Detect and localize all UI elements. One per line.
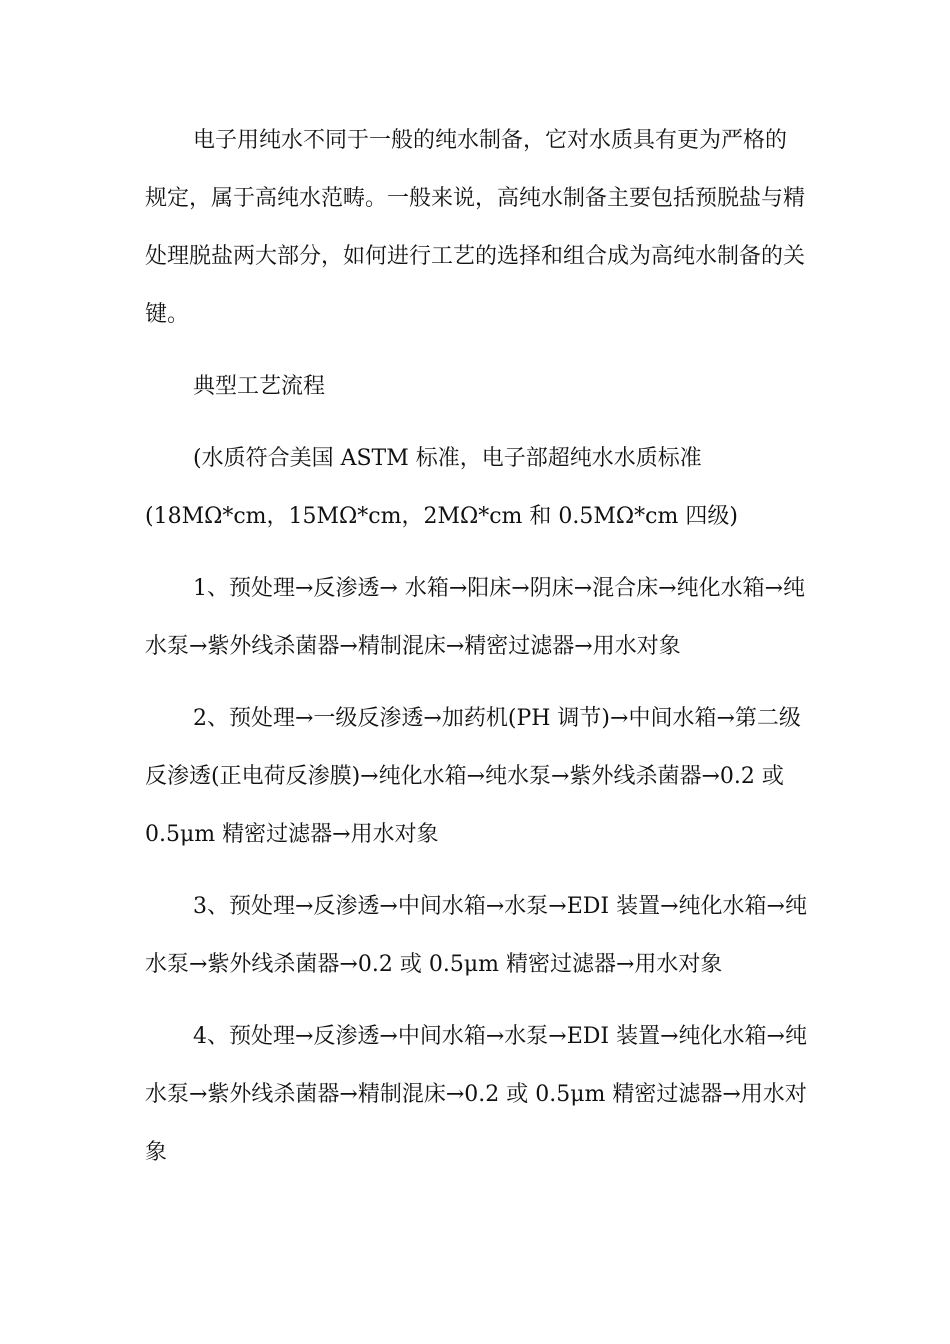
standard-line-1: (水质符合美国 ASTM 标准，电子部超纯水水质标准 <box>193 446 702 471</box>
process-item-3: 3、预处理→反渗透→中间水箱→水泵→EDI 装置→纯化水箱→纯水泵→紫外线杀菌器→0.2 或 0.5μm 精密过滤器→用水对象 <box>145 894 807 977</box>
paragraph-gap <box>145 416 807 430</box>
intro-paragraph: 电子用纯水不同于一般的纯水制备，它对水质具有更为严格的规定，属于高纯水范畴。一般来说，高纯水制备主要包括预脱盐与精处理脱盐两大部分，如何进行工艺的选择和组合成为高纯水制备的关键。 <box>145 128 806 327</box>
section-heading: 典型工艺流程 <box>193 374 326 399</box>
paragraph-gap <box>145 864 807 878</box>
paragraph-gap <box>145 546 807 560</box>
process-item-2: 2、预处理→一级反渗透→加药机(PH 调节)→中间水箱→第二级反渗透(正电荷反渗膜)→纯化水箱→纯水泵→紫外线杀菌器→0.2 或 0.5μm 精密过滤器→用水对象 <box>145 706 801 847</box>
document-body <box>145 112 807 1182</box>
paragraph-gap <box>145 344 807 358</box>
paragraph-gap <box>145 994 807 1008</box>
standard-line-2: (18MΩ*cm，15MΩ*cm，2MΩ*cm 和 0.5MΩ*cm 四级) <box>145 504 738 529</box>
process-item-1: 1、预处理→反渗透→ 水箱→阳床→阴床→混合床→纯化水箱→纯水泵→紫外线杀菌器→精制混床→精密过滤器→用水对象 <box>145 576 806 659</box>
paragraph-gap <box>145 676 807 690</box>
process-item-4: 4、预处理→反渗透→中间水箱→水泵→EDI 装置→纯化水箱→纯水泵→紫外线杀菌器→精制混床→0.2 或 0.5μm 精密过滤器→用水对象 <box>145 1024 807 1165</box>
